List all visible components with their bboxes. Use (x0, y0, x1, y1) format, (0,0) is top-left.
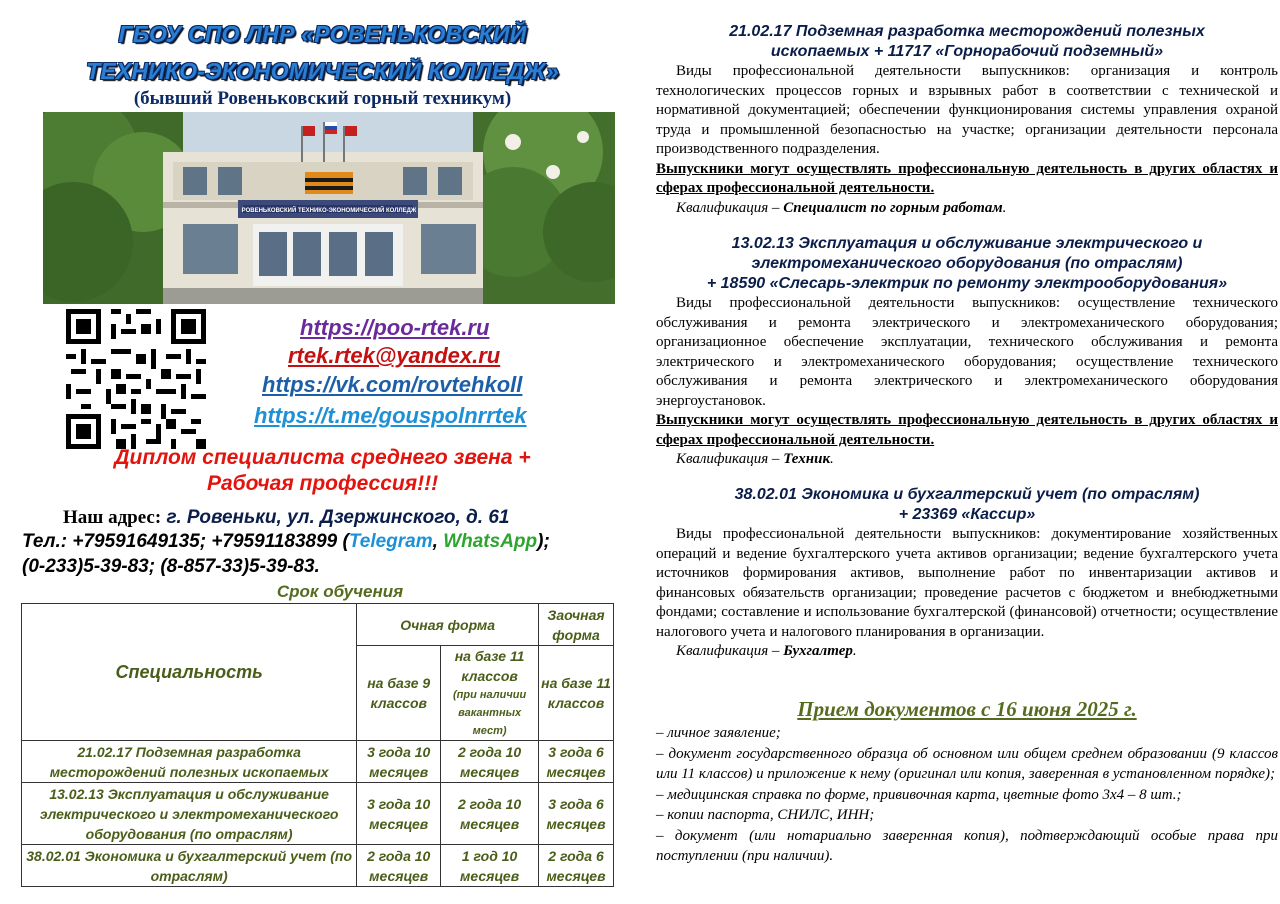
list-item: – личное заявление; (656, 725, 781, 741)
phone-end: ); (537, 531, 550, 552)
row-base11: 1 год 10 месяцев (441, 845, 539, 887)
qualification-end: . (852, 643, 857, 659)
section-body: Виды профессиональной деятельности выпускников: документирование хозяйственных операций и ведение бухгалтерского учета активов организации; ведение бухгалтерского учета источников формирования активов, выполнение работ по инвентаризации активов и финансовых обязательств организации; проведение расчетов с бюджетом и внебюджетными фондами; составление и использование бухгалтерской (финансовой) отчетности; осуществление налогового учета и налогового планирования в организации. (656, 526, 1278, 640)
row-specialty: 13.02.13 Эксплуатация и обслуживание электрического и электромеханического оборудования (по отраслям) (22, 783, 357, 845)
row-zaoch: 2 года 6 месяцев (539, 845, 614, 887)
separator: , (432, 531, 444, 552)
address-label: Наш адрес: (63, 507, 162, 528)
email-link[interactable]: rtek.rtek@yandex.ru (288, 343, 501, 368)
telegram-label: Telegram (348, 531, 433, 552)
section-qualification (656, 642, 1278, 662)
qualification-value: Бухгалтер (783, 643, 853, 659)
list-item: – медицинская справка по форме, прививочная карта, цветные фото 3х4 – 8 шт.; (656, 786, 1182, 803)
row-base11: 2 года 10 месяцев (441, 741, 539, 783)
header-base11: на базе 11 классов (454, 648, 525, 684)
qualification-label: Квалификация – (676, 451, 784, 467)
qualification-end: . (1002, 199, 1007, 216)
address-value: г. Ровеньки, ул. Дзержинского, д. 61 (166, 507, 510, 528)
header-fulltime: Очная форма (357, 604, 539, 646)
section-electric (656, 234, 1278, 470)
list-item: – копии паспорта, СНИЛС, ИНН; (656, 807, 875, 823)
row-base9: 3 года 10 месяцев (357, 783, 441, 845)
qr-code-icon (66, 309, 206, 449)
header-base11-note: (при наличии вакантных мест) (453, 689, 527, 737)
whatsapp-label: WhatsApp (443, 531, 538, 552)
admission-list (656, 723, 1278, 867)
section-heading: электромеханического оборудования (по отраслям) (751, 255, 1183, 272)
right-column (640, 0, 1280, 904)
section-note: Выпускники могут осуществлять профессиональную деятельность в других областях и сферах профессиональной деятельности. (656, 160, 1278, 196)
section-body: Виды профессиональной деятельности выпускников: организация и контроль технологических процессов горных и взрывных работ в соответствии с технической и нормативной документацией; обеспечении функционирования системы управления охраной труда и промышленной безопасностью на участке; организации деятельности персонала производственного подразделения. (656, 63, 1278, 157)
row-specialty: 21.02.17 Подземная разработка месторождений полезных ископаемых (22, 741, 357, 783)
header-specialty: Специальность (22, 604, 357, 741)
college-subtitle: (бывший Ровеньковский горный техникум) (133, 88, 512, 109)
row-specialty: 38.02.01 Экономика и бухгалтерский учет (по отраслям) (22, 845, 357, 887)
section-heading: + 18590 «Слесарь-электрик по ремонту электрооборудования» (706, 275, 1228, 292)
address-line (63, 507, 509, 529)
header-parttime: Заочная форма (539, 604, 614, 646)
telegram-channel-link[interactable]: https://t.me/gouspolnrrtek (254, 403, 527, 428)
section-body: Виды профессиональной деятельности выпускников: осуществление технического обслуживания и ремонта электрического и электромеханического оборудования; организационное обеспечение эксплуатации, технического обслуживания и ремонта электрического и электромеханического оборудования; осуществление технического обслуживания и ремонта электрического и электромеханического оборудования энергоустановок. (656, 295, 1278, 409)
section-mining (656, 22, 1278, 218)
table-row (22, 741, 614, 783)
section-economics (656, 485, 1278, 662)
section-heading: 38.02.01 Экономика и бухгалтерский учет (по отраслям) (734, 486, 1200, 503)
header-base11-cell (441, 646, 539, 741)
table-row (22, 845, 614, 887)
qualification-end: . (830, 451, 834, 467)
header-base9: на базе 9 классов (357, 646, 441, 741)
row-base9: 2 года 10 месяцев (357, 845, 441, 887)
qualification-label: Квалификация – (676, 199, 784, 216)
college-title-line2: ТЕХНИКО-ЭКОНОМИЧЕСКИЙ КОЛЛЕДЖ» (86, 58, 559, 84)
table-row (22, 783, 614, 845)
college-building-photo (43, 112, 615, 304)
vk-link[interactable]: https://vk.com/rovtehkoll (262, 372, 523, 397)
section-heading: + 23369 «Кассир» (898, 506, 1036, 523)
section-qualification (656, 450, 1278, 470)
row-base11: 2 года 10 месяцев (441, 783, 539, 845)
row-base9: 3 года 10 месяцев (357, 741, 441, 783)
qualification-label: Квалификация – (676, 643, 784, 659)
section-heading: 21.02.17 Подземная разработка месторождений полезных (729, 23, 1205, 40)
schedule-title: Срок обучения (276, 582, 404, 601)
header-base11-zaoch: на базе 11 классов (539, 646, 614, 741)
building-sign-text: РОВЕНЬКОВСКИЙ ТЕХНИКО-ЭКОНОМИЧЕСКИЙ КОЛЛЕДЖ (241, 208, 417, 214)
schedule-table (21, 603, 614, 887)
row-zaoch: 3 года 6 месяцев (539, 741, 614, 783)
list-item: – документ (или нотариально заверенная копия), подтверждающий особые права при поступлении (при наличии). (656, 827, 1278, 864)
section-heading: ископаемых + 11717 «Горнорабочий подземный» (770, 43, 1164, 60)
admission-title: Прием документов с 16 июня 2025 г. (797, 697, 1137, 721)
phone-line-2: (0-233)5-39-83; (8-857-33)5-39-83. (22, 556, 320, 577)
section-note: Выпускники могут осуществлять профессиональную деятельность в других областях и сферах профессиональной деятельности. (656, 412, 1278, 448)
promo-line1: Диплом специалиста среднего звена + (114, 446, 531, 469)
section-qualification (656, 199, 1278, 219)
promo-line2: Рабочая профессия!!! (206, 472, 439, 495)
website-link[interactable]: https://poo-rtek.ru (300, 315, 490, 340)
list-item: – документ государственного образца об основном или общем среднем образовании (9 классов или 11 классов) и приложение к нему (оригинал или копия, заверенная в установленном порядке); (656, 745, 1278, 782)
college-title-line1: ГБОУ СПО ЛНР «РОВЕНЬКОВСКИЙ (118, 21, 527, 47)
section-heading: 13.02.13 Эксплуатация и обслуживание электрического и (731, 235, 1203, 252)
qualification-value: Техник (783, 451, 831, 467)
phone-numbers: Тел.: +79591649135; +79591183899 ( (22, 531, 349, 552)
phone-line (22, 531, 550, 553)
row-zaoch: 3 года 6 месяцев (539, 783, 614, 845)
qualification-value: Специалист по горным работам (783, 199, 1003, 216)
